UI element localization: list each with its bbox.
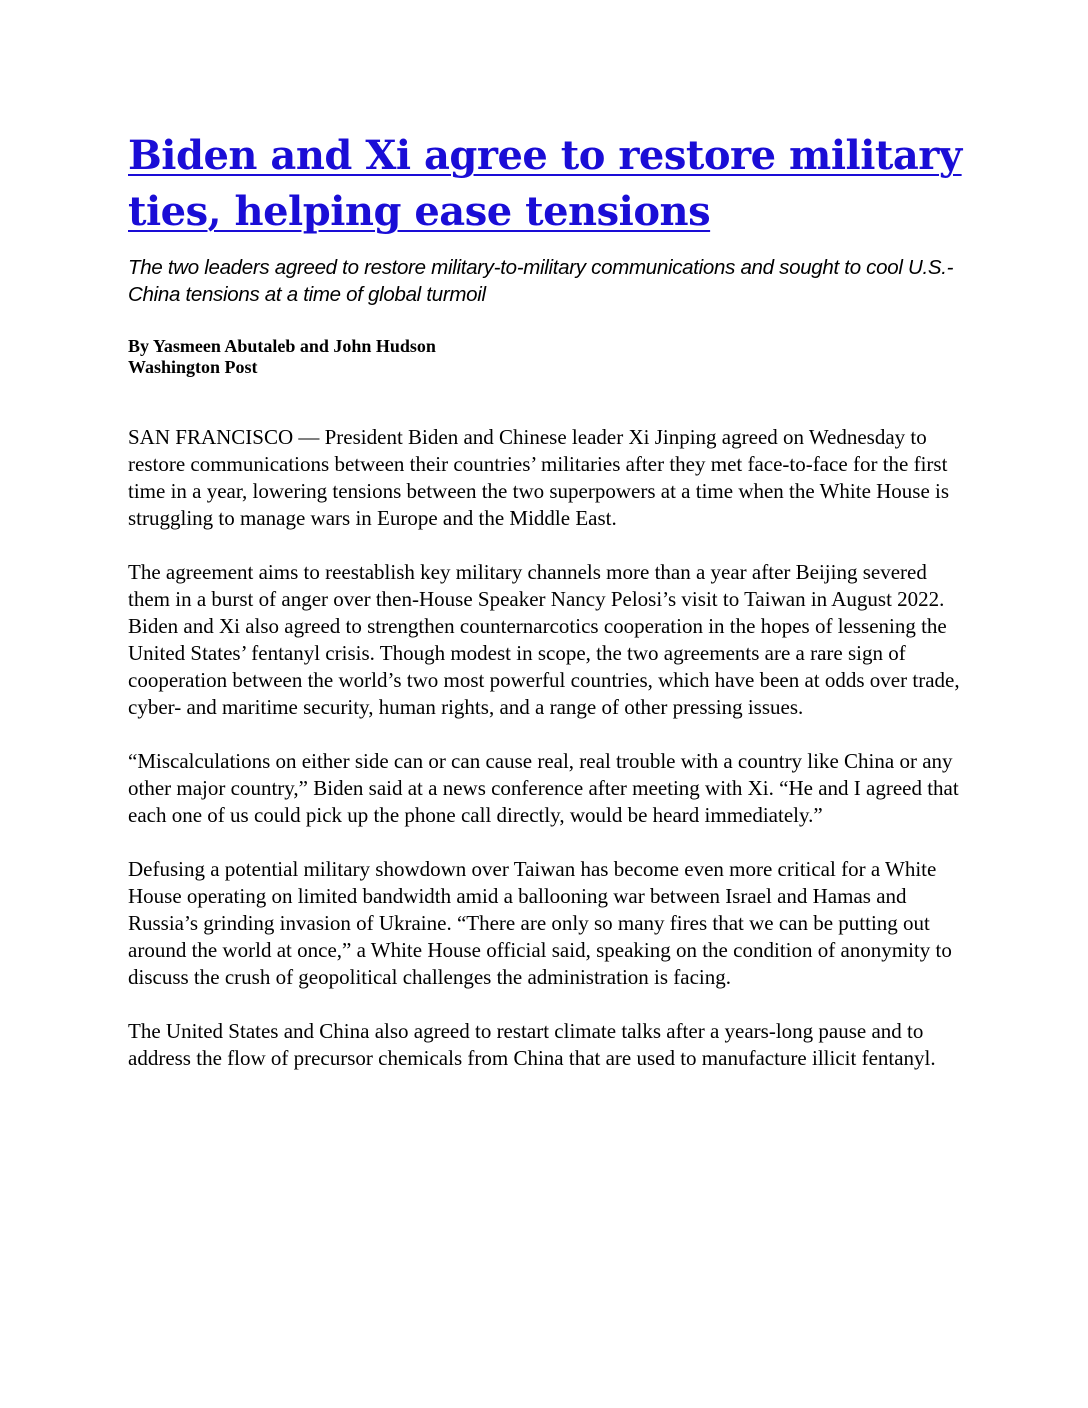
byline-authors: By Yasmeen Abutaleb and John Hudson <box>128 336 436 356</box>
byline <box>128 336 968 378</box>
byline-publication: Washington Post <box>128 357 258 377</box>
body-paragraph: The United States and China also agreed to restart climate talks after a years-long pause and to address the flow of precursor chemicals from China that are used to manufacture illicit fentanyl. <box>128 1019 936 1070</box>
body-paragraph: “Miscalculations on either side can or can cause real, real trouble with a country like China or any other major country,” Biden said at a news conference after meeting with Xi. “He and I agreed that each one of us could pick up the phone call directly, would be heard immediately.” <box>128 749 959 827</box>
article-body <box>128 424 968 1072</box>
document-page <box>128 128 968 1099</box>
body-paragraph: SAN FRANCISCO — President Biden and Chinese leader Xi Jinping agreed on Wednesday to restore communications between their countries’ militaries after they met face-to-face for the first time in a year, lowering tensions between the two superpowers at a time when the White House is struggling to manage wars in Europe and the Middle East. <box>128 425 950 530</box>
subheadline: The two leaders agreed to restore military-to-military communications and sought to cool U.S.-China tensions at a time of global turmoil <box>128 256 954 306</box>
headline-link[interactable]: Biden and Xi agree to restore military ties, helping ease tensions <box>128 132 962 235</box>
body-paragraph: The agreement aims to reestablish key military channels more than a year after Beijing severed them in a burst of anger over then-House Speaker Nancy Pelosi’s visit to Taiwan in August 2022. Biden and Xi also agreed to strengthen counternarcotics cooperation in the hopes of lessening the United States’ fentanyl crisis. Though modest in scope, the two agreements are a rare sign of cooperation between the world’s two most powerful countries, which have been at odds over trade, cyber- and maritime security, human rights, and a range of other pressing issues. <box>128 560 960 719</box>
body-paragraph: Defusing a potential military showdown over Taiwan has become even more critical for a White House operating on limited bandwidth amid a ballooning war between Israel and Hamas and Russia’s grinding invasion of Ukraine. “There are only so many fires that we can be putting out around the world at once,” a White House official said, speaking on the condition of anonymity to discuss the crush of geopolitical challenges the administration is facing. <box>128 857 952 989</box>
